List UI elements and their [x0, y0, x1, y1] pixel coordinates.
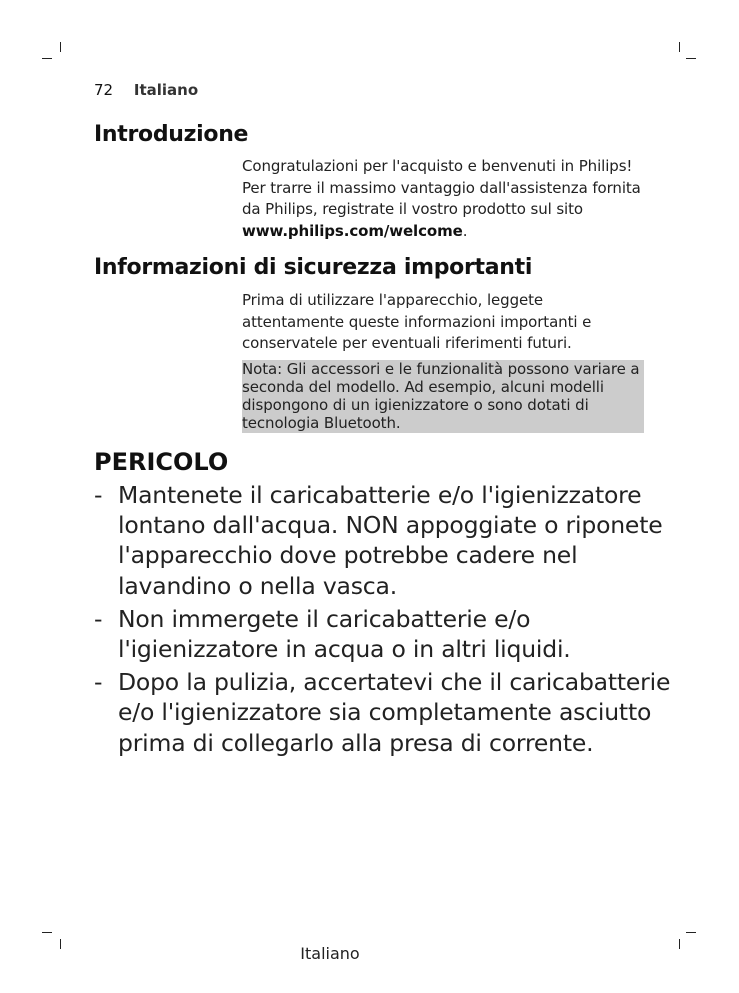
danger-item-text: Mantenete il caricabatterie e/o l'igienizzatore lontano dall'acqua. NON appoggiate o riponete l'apparecchio dove potrebbe cadere nel lavandino o nella vasca.	[118, 481, 663, 600]
danger-list	[94, 480, 674, 761]
crop-mark	[686, 932, 696, 933]
safety-heading: Informazioni di sicurezza importanti	[94, 255, 533, 280]
page-number: 72	[94, 81, 114, 99]
page-header	[94, 81, 198, 99]
intro-paragraph	[242, 156, 646, 242]
intro-heading: Introduzione	[94, 122, 249, 147]
danger-item-text: Non immergete il caricabatterie e/o l'igienizzatore in acqua o in altri liquidi.	[118, 604, 571, 664]
list-item	[94, 667, 674, 758]
note-box: Nota: Gli accessori e le funzionalità possono variare a seconda del modello. Ad esempio, alcuni modelli dispongono di un igienizzatore o sono dotati di tecnologia Bluetooth.	[242, 360, 644, 433]
danger-heading: PERICOLO	[94, 448, 229, 476]
crop-mark	[42, 932, 52, 933]
crop-mark	[679, 939, 680, 949]
bullet-dash: -	[94, 668, 103, 697]
intro-text: Congratulazioni per l'acquisto e benvenuti in Philips! Per trarre il massimo vantaggio dall'assistenza fornita da Philips, registrate il vostro prodotto sul sito	[242, 157, 641, 218]
list-item	[94, 480, 674, 601]
intro-end: .	[462, 221, 468, 240]
safety-paragraph: Prima di utilizzare l'apparecchio, leggete attentamente queste informazioni importanti e conservatele per eventuali riferimenti futuri.	[242, 291, 592, 352]
crop-mark	[60, 42, 61, 52]
philips-link[interactable]: www.philips.com/welcome	[242, 221, 463, 240]
crop-mark	[42, 58, 52, 59]
bullet-dash: -	[94, 604, 103, 633]
section-label: Italiano	[133, 81, 199, 99]
crop-mark	[679, 42, 680, 52]
bullet-dash: -	[94, 481, 103, 509]
crop-mark	[686, 58, 696, 59]
danger-item-text: Dopo la pulizia, accertatevi che il caricabatterie e/o l'igienizzatore sia completamente asciutto prima di collegarlo alla presa di corrente.	[118, 668, 671, 757]
page-footer: Italiano	[300, 944, 360, 963]
list-item	[94, 604, 674, 664]
